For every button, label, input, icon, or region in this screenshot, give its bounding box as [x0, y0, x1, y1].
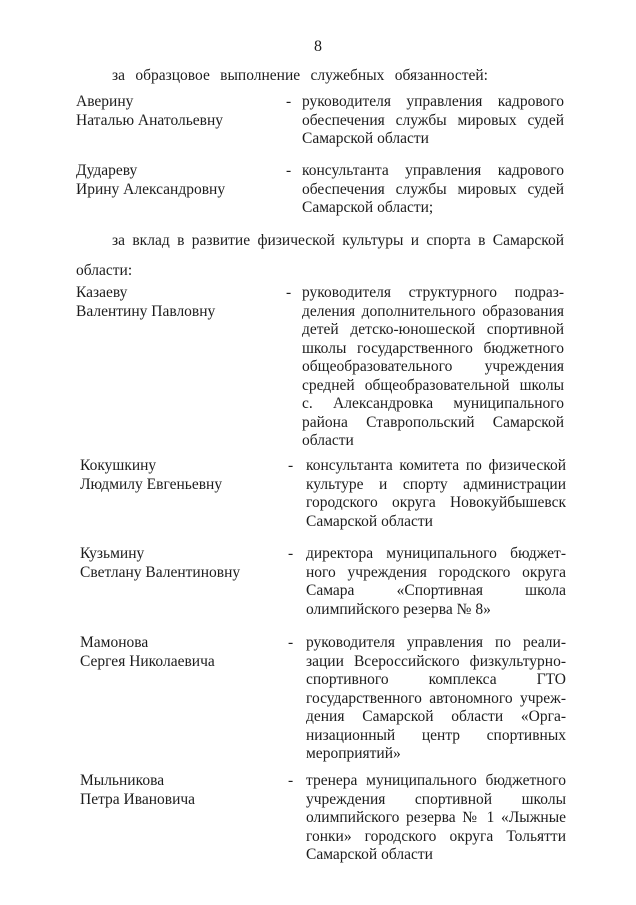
recipient-name-line: Аверину — [76, 93, 134, 110]
recipient-name — [76, 93, 286, 130]
section-heading-official-duties: за образцовое выполнение служебных обязанностей: — [112, 67, 488, 84]
recipient-name-line: Валентину Павловну — [76, 302, 216, 320]
page-number: 8 — [314, 38, 322, 55]
recipient-position-line: консультанта комитета по физической — [306, 457, 566, 474]
recipient-position-line: Самарской области — [306, 512, 433, 530]
recipient-position — [302, 284, 564, 451]
recipient-position-line: района Ставропольский Самарской — [302, 413, 564, 431]
recipient-name-line: Ирину Александровну — [76, 180, 226, 198]
recipient-position — [306, 634, 566, 764]
recipient-position — [302, 162, 564, 218]
recipient-position-line: Самарской области — [302, 130, 429, 147]
recipient-position-line: общеобразовательного учреждения — [302, 358, 564, 375]
recipient-name-line: Мамонова — [80, 634, 149, 651]
recipient-name-line: Кузьмину — [80, 545, 145, 562]
recipient-position — [306, 772, 566, 865]
recipient-name — [80, 457, 290, 494]
recipient-position-line: Самара «Спортивная школа — [306, 582, 566, 599]
dash-separator: - — [286, 93, 292, 110]
recipient-position-line: гонки» городского округа Тольятти — [306, 827, 566, 845]
recipient-name-line: Казаеву — [76, 284, 128, 301]
dash-separator: - — [288, 634, 294, 651]
recipient-position-line: консультанта управления кадрового — [302, 162, 564, 179]
recipient-position-line: мероприятий» — [306, 745, 401, 762]
recipient-position-line: деления дополнительного образования — [302, 302, 564, 320]
dash-separator: - — [286, 162, 292, 179]
recipient-position-line: школы государственного бюджетного — [302, 339, 564, 357]
recipient-name — [80, 772, 290, 809]
recipient-name-line: Мыльникова — [80, 772, 165, 789]
recipient-position-line: спортивного комплекса ГТО — [306, 671, 566, 688]
recipient-name-line: Светлану Валентиновну — [80, 563, 241, 581]
recipient-position-line: культуре и спорту администрации — [306, 475, 566, 493]
dash-separator: - — [288, 545, 294, 562]
dash-separator: - — [288, 772, 294, 789]
recipient-position-line: олимпийского резерва № 8» — [306, 600, 491, 618]
recipient-position-line: руководителя структурного подраз- — [302, 284, 564, 301]
recipient-position-line: низационный центр спортивных — [306, 726, 566, 744]
section-heading-sport-line2: области: — [76, 262, 133, 279]
recipient-position — [306, 457, 566, 531]
recipient-position-line: ного учреждения городского округа — [306, 563, 566, 581]
dash-separator: - — [286, 284, 292, 301]
recipient-position-line: директора муниципального бюджет- — [306, 545, 566, 562]
recipient-position-line: области — [302, 432, 354, 449]
recipient-position-line: Самарской области; — [302, 199, 434, 216]
recipient-position — [306, 545, 566, 619]
recipient-name — [76, 162, 286, 199]
recipient-position-line: Самарской области — [306, 846, 433, 863]
recipient-position-line: обеспечения службы мировых судей — [302, 180, 564, 198]
recipient-name — [76, 284, 286, 321]
recipient-position-line: руководителя управления кадрового — [302, 93, 564, 110]
recipient-position-line: зации Всероссийского физкультурно- — [306, 652, 566, 670]
recipient-name-line: Людмилу Евгеньевну — [80, 475, 223, 493]
recipient-position-line: дения Самарской области «Орга- — [306, 708, 566, 725]
recipient-position-line: учреждения спортивной школы — [306, 790, 566, 808]
recipient-position-line: детей детско-юношеской спортивной — [302, 321, 564, 338]
recipient-name — [80, 545, 290, 582]
recipient-position-line: руководителя управления по реали- — [306, 634, 566, 651]
recipient-name-line: Наталью Анатольевну — [76, 111, 224, 129]
recipient-position-line: обеспечения службы мировых судей — [302, 111, 564, 129]
recipient-name-line: Дудареву — [76, 162, 138, 179]
section-heading-sport-line1: за вклад в развитие физической культуры и спорта в Самарской — [112, 232, 564, 249]
recipient-position-line: с. Александровка муниципального — [302, 395, 564, 412]
recipient-position-line: средней общеобразовательной школы — [302, 376, 564, 394]
recipient-position — [302, 93, 564, 149]
recipient-name — [80, 634, 290, 671]
recipient-position-line: городского округа Новокуйбышевск — [306, 494, 566, 511]
recipient-position-line: олимпийского резерва № 1 «Лыжные — [306, 809, 566, 826]
recipient-name-line: Петра Ивановича — [80, 790, 196, 808]
recipient-position-line: государственного автономного учреж- — [306, 689, 566, 707]
dash-separator: - — [288, 457, 294, 474]
recipient-position-line: тренера муниципального бюджетного — [306, 772, 566, 789]
recipient-name-line: Сергея Николаевича — [80, 652, 215, 670]
recipient-name-line: Кокушкину — [80, 457, 157, 474]
